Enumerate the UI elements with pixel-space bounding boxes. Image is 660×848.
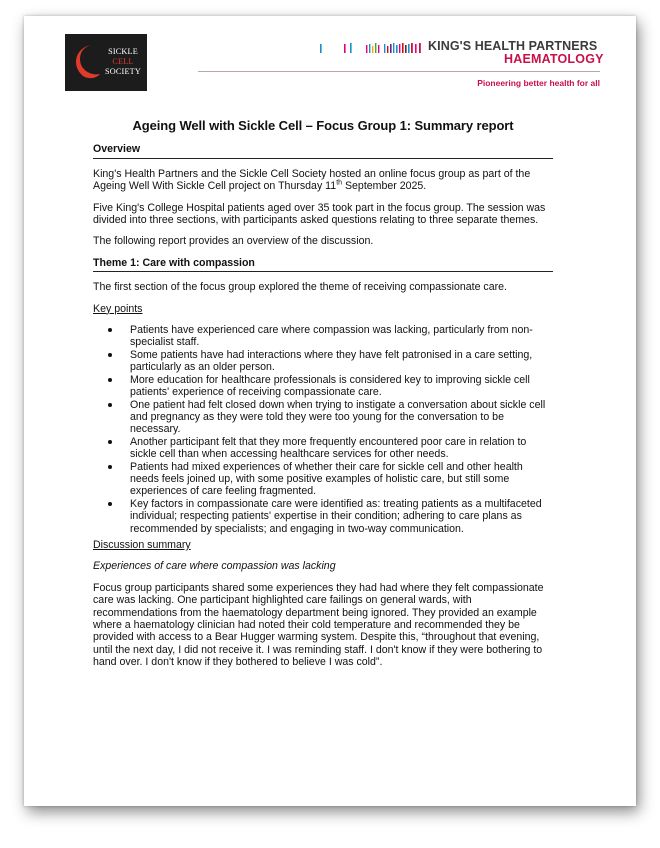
document-title: Ageing Well with Sickle Cell – Focus Group 1: Summary report (132, 118, 514, 133)
khp-partner-name: KING'S HEALTH PARTNERS (428, 39, 598, 53)
discussion-subheading: Experiences of care where compassion was lacking (93, 560, 336, 573)
key-point-item: Some patients have had interactions where they have felt patronised in a care setting, particularly as an older person. (130, 349, 553, 374)
khp-barcode-logo-icon (320, 42, 426, 54)
header-divider (198, 71, 600, 72)
key-point-item: More education for healthcare professionals is considered key to improving sickle cell patients' experience of receiving compassionate care. (130, 374, 553, 399)
document-body (93, 120, 553, 678)
overview-heading: Overview (93, 143, 553, 158)
overview-p1-text: King's Health Partners and the Sickle Cell Society hosted an online focus group as part of the Ageing Well With Sickle Cell project on Thursday 11 (93, 167, 531, 193)
discussion-paragraph-1: Focus group participants shared some experiences they had had where they felt compassionate care was lacking. One participant highlighted care failings on general wards, with recommendations from the haematology department being ignored. They provided an example where a haematology clinician had noted their cold temperature and recommended they be provided with access to a Bear Hugger warming system. Despite this, “throughout that evening, until the next day, I did not receive it. I was reminding staff. I don't know if they were bothering to hand over. I don't know if they bothered to believe I was cold”. (93, 581, 544, 669)
key-point-item: Another participant felt that they more frequently encountered poor care in relation to sickle cell than when accessing healthcare services for other needs. (130, 436, 553, 461)
logo-line-society: SOCIETY (105, 67, 141, 76)
overview-paragraph-2: Five King's College Hospital patients aged over 35 took part in the focus group. The session was divided into three sections, with participants asked questions relating to three separate themes. (93, 201, 546, 227)
date-ordinal-suffix: th (336, 179, 343, 187)
key-points-list (93, 324, 553, 535)
overview-paragraph-3: The following report provides an overview of the discussion. (93, 235, 374, 248)
key-point-item: Patients have experienced care where compassion was lacking, particularly from non-specialist staff. (130, 324, 553, 349)
khp-department: HAEMATOLOGY (504, 52, 604, 66)
key-point-item: One patient had felt closed down when trying to instigate a conversation about sickle cell and pregnancy as they were told they were too young for the conversation to be necessary. (130, 399, 553, 436)
document-page (24, 16, 636, 806)
theme1-heading: Theme 1: Care with compassion (93, 257, 553, 272)
key-points-label: Key points (93, 302, 143, 315)
sickle-cell-society-logo (65, 34, 147, 91)
key-point-item: Key factors in compassionate care were identified as: treating patients as a multifaceted individual; respecting patients' expertise in their condition; adhering to care plans as recommended by specialists; and engaging in two-way communication. (130, 498, 553, 535)
khp-tagline: Pioneering better health for all (477, 78, 600, 88)
overview-paragraph-1 (93, 168, 553, 193)
key-point-item: Patients had mixed experiences of whether their care for sickle cell and other health needs feels joined up, with some positive examples of holistic care, but still some experiences of care feeling fragmented. (130, 461, 553, 498)
discussion-summary-label: Discussion summary (93, 538, 191, 551)
theme1-intro: The first section of the focus group explored the theme of receiving compassionate care. (93, 281, 507, 294)
logo-line-sickle: SICKLE (108, 47, 138, 56)
crescent-icon (69, 44, 101, 80)
overview-p1-end: September 2025. (342, 180, 427, 193)
logo-line-cell: CELL (112, 57, 134, 66)
